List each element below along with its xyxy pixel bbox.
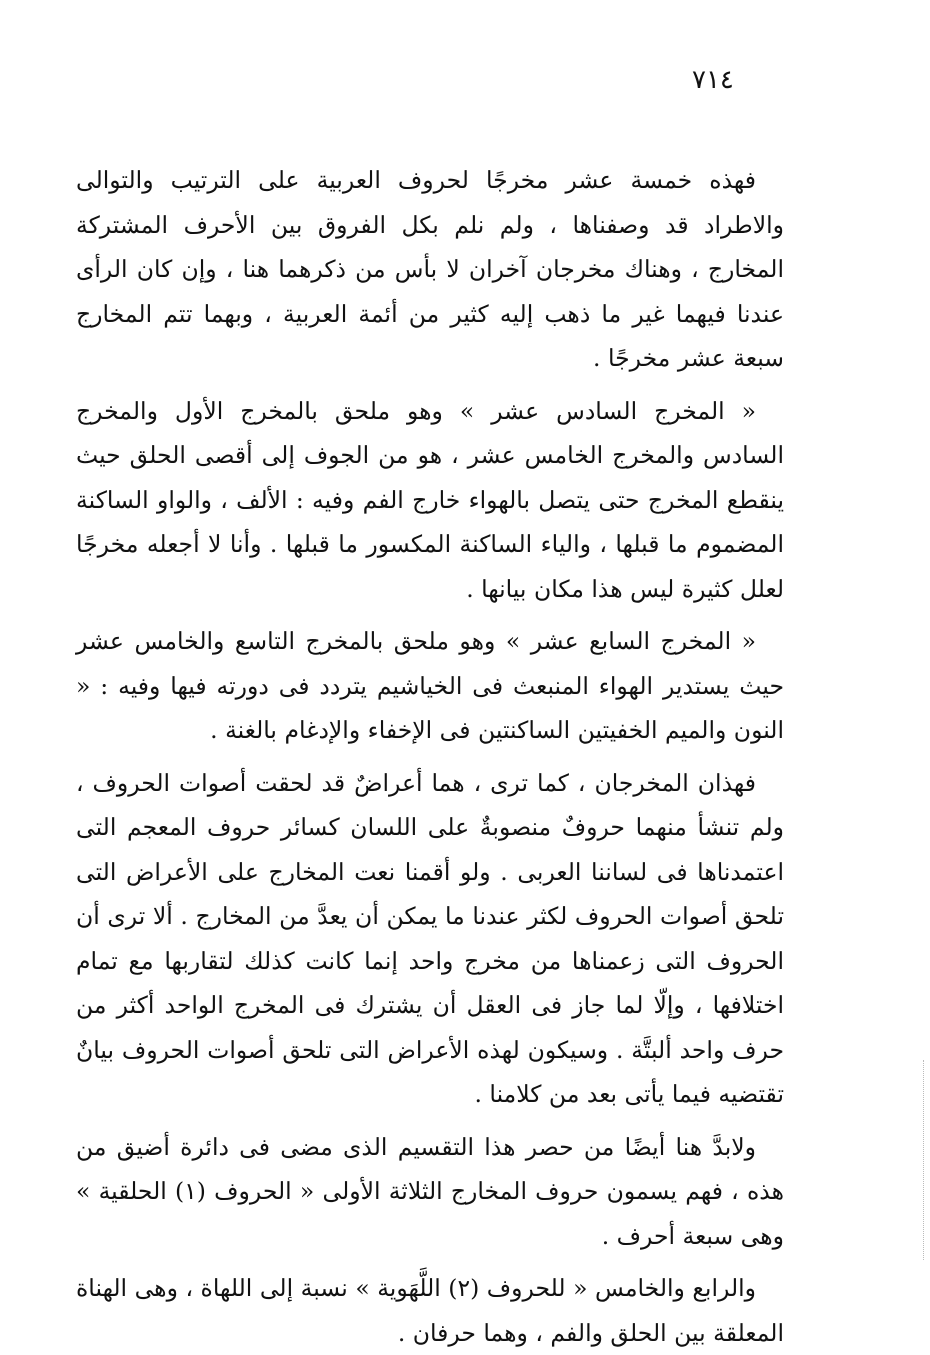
paragraph-seventeenth-outlet: « المخرج السابع عشر » وهو ملحق بالمخرج التاسع والخامس عشر حيث يستدير الهواء المنبعث فى الخياشيم يتردد فى دورته فيها وفيه : « النون والميم الخفيتين الساكنتين فى الإخفاء والإدغام بالغنة .: [76, 627, 784, 744]
scan-edge-marks: [921, 1060, 924, 1260]
paragraph-guttural-letters: ولابدَّ هنا أيضًا من حصر هذا التقسيم الذى مضى فى دائرة أضيق من هذه ، فهم يسمون حروف المخارج الثلاثة الأولى « الحروف (١) الحلقية » وهى سبعة أحرف .: [76, 1132, 784, 1250]
body-text: [76, 158, 784, 1355]
page-number: ٧١٤: [692, 65, 734, 95]
paragraph-accidents: فهذان المخرجان ، كما ترى ، هما أعراضٌ قد لحقت أصوات الحروف ، ولم تنشأ منهما حروفٌ منصوبةٌ على اللسان كسائر حروف المعجم التى اعتمدناها فى لساننا العربى . ولو أقمنا نعت المخارج على الأعراض التى تلحق أصوات الحروف لكثر عندنا ما يمكن أن يعدَّ من المخارج . ألا ترى أن الحروف التى زعمناها من مخرج واحد إنما كانت كذلك لتقاربها مع تمام اختلافها ، وإلّا لما جاز فى العقل أن يشترك فى المخرج الواحد أكثر من حرف واحد ألبتَّة . وسيكون لهذه الأعراض التى تلحق أصوات الحروف بيانٌ تقتضيه فيما يأتى بعد من كلامنا .: [76, 768, 784, 1108]
paragraph-intro: فهذه خمسة عشر مخرجًا لحروف العربية على الترتيب والتوالى والاطراد قد وصفناها ، ولم نلم بكل الفروق بين الأحرف المشتركة المخارج ، وهناك مخرجان آخران لا بأس من ذكرهما هنا ، وإن كان الرأى عندنا فيهما غير ما ذهب إليه كثير من أئمة العربية ، وبهما تتم المخارج سبعة عشر مخرجًا .: [76, 166, 784, 372]
paragraph-sixteenth-outlet: « المخرج السادس عشر » وهو ملحق بالمخرج الأول والمخرج السادس والمخرج الخامس عشر ، هو من الجوف إلى أقصى الحلق حيث ينقطع المخرج حتى يتصل بالهواء خارج الفم وفيه : الألف ، والواو الساكنة المضموم ما قبلها ، والياء الساكنة المكسور ما قبلها . وأنا لا أجعله مخرجًا لعلل كثيرة ليس هذا مكان بيانها .: [76, 396, 784, 603]
paragraph-uvular-letters: والرابع والخامس « للحروف (٢) اللَّهَوية » نسبة إلى اللهاة ، وهى الهناة المعلقة بين الحلق والفم ، وهما حرفان .: [76, 1274, 784, 1347]
